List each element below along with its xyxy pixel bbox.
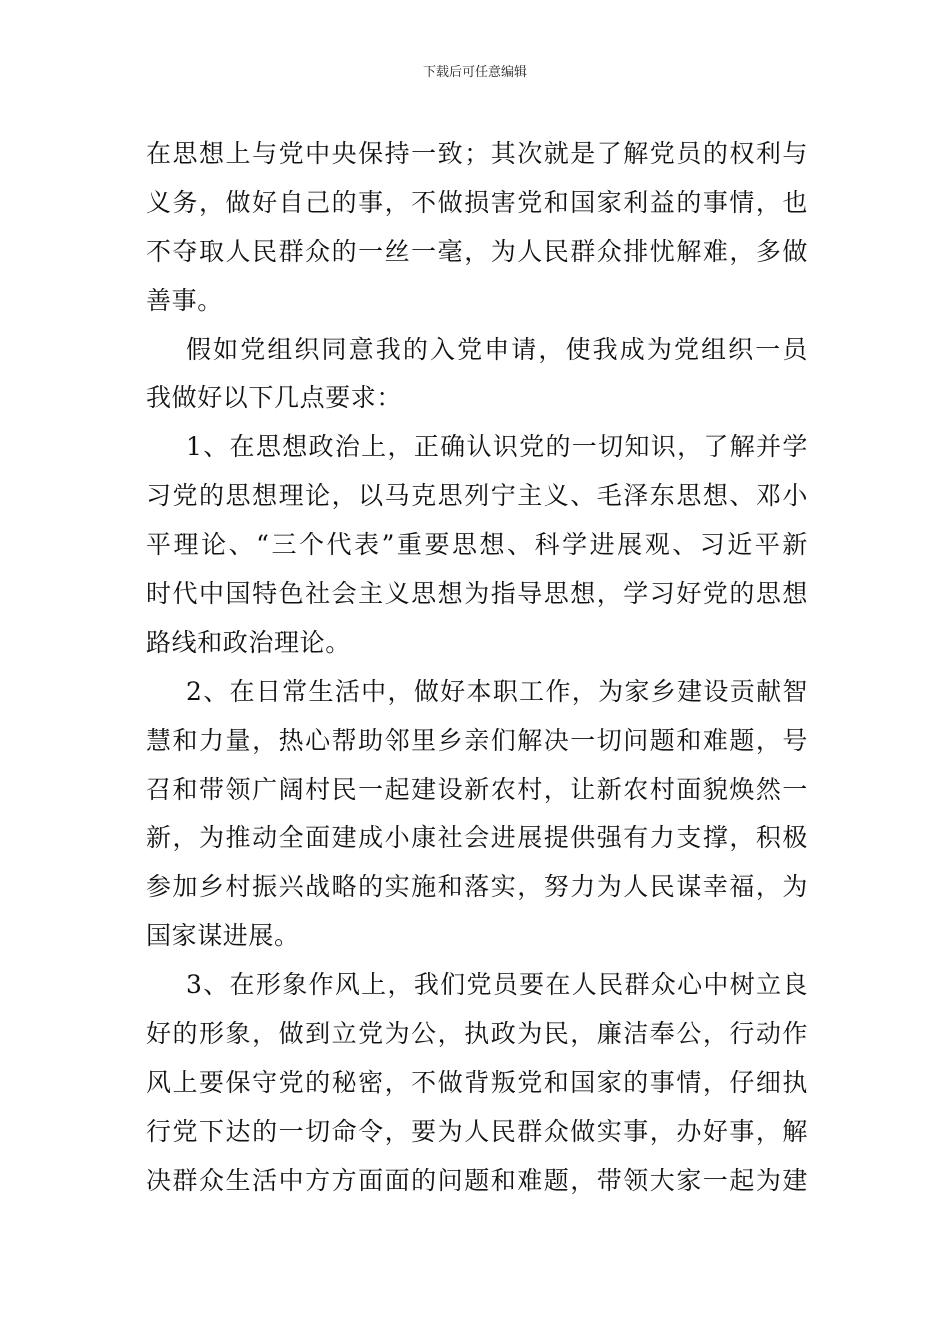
page-header: 下载后可任意编辑 <box>422 65 527 80</box>
text-line: 我做好以下几点要求： <box>146 383 403 413</box>
paragraph-first-line: 假如党组织同意我的入党申请，使我成为党组织一员 <box>186 334 808 364</box>
text-line: 参加乡村振兴战略的实施和落实，努力为人民谋幸福，为 <box>146 872 808 902</box>
text-line: 时代中国特色社会主义思想为指导思想，学习好党的思想 <box>146 579 808 609</box>
text-line: 路线和政治理论。 <box>146 627 351 657</box>
paragraph-first-line: 2、在日常生活中，做好本职工作，为家乡建设贡献智 <box>186 676 808 706</box>
text-line: 习党的思想理论，以马克思列宁主义、毛泽东思想、邓小 <box>146 481 808 511</box>
text-line: 不夺取人民群众的一丝一毫，为人民群众排忧解难，多做 <box>146 236 808 266</box>
text-line: 善事。 <box>146 285 223 315</box>
text-line: 在思想上与党中央保持一致；其次就是了解党员的权利与 <box>146 139 808 168</box>
text-line: 行党下达的一切命令，要为人民群众做实事，办好事，解 <box>146 1116 808 1146</box>
text-line: 义务，做好自己的事，不做损害党和国家利益的事情，也 <box>146 187 808 217</box>
text-line: 好的形象，做到立党为公，执政为民，廉洁奉公，行动作 <box>146 1019 808 1049</box>
text-line: 召和带领广阔村民一起建设新农村，让新农村面貌焕然一 <box>146 774 808 804</box>
text-line: 慧和力量，热心帮助邻里乡亲们解决一切问题和难题，号 <box>146 725 808 755</box>
paragraph-first-line: 1、在思想政治上，正确认识党的一切知识，了解并学 <box>186 432 808 462</box>
text-line: 风上要保守党的秘密，不做背叛党和国家的事情，仔细执 <box>146 1067 808 1097</box>
text-line: 国家谋进展。 <box>146 921 300 951</box>
document-body <box>146 130 808 1206</box>
text-line: 新，为推动全面建成小康社会进展提供强有力支撑，积极 <box>146 823 808 853</box>
text-line: 决群众生活中方方面面的问题和难题，带领大家一起为建 <box>146 1165 808 1195</box>
paragraph-first-line: 3、在形象作风上，我们党员要在人民群众心中树立良 <box>186 970 808 1000</box>
text-line: 平理论、“三个代表”重要思想、科学进展观、习近平新 <box>146 530 808 560</box>
